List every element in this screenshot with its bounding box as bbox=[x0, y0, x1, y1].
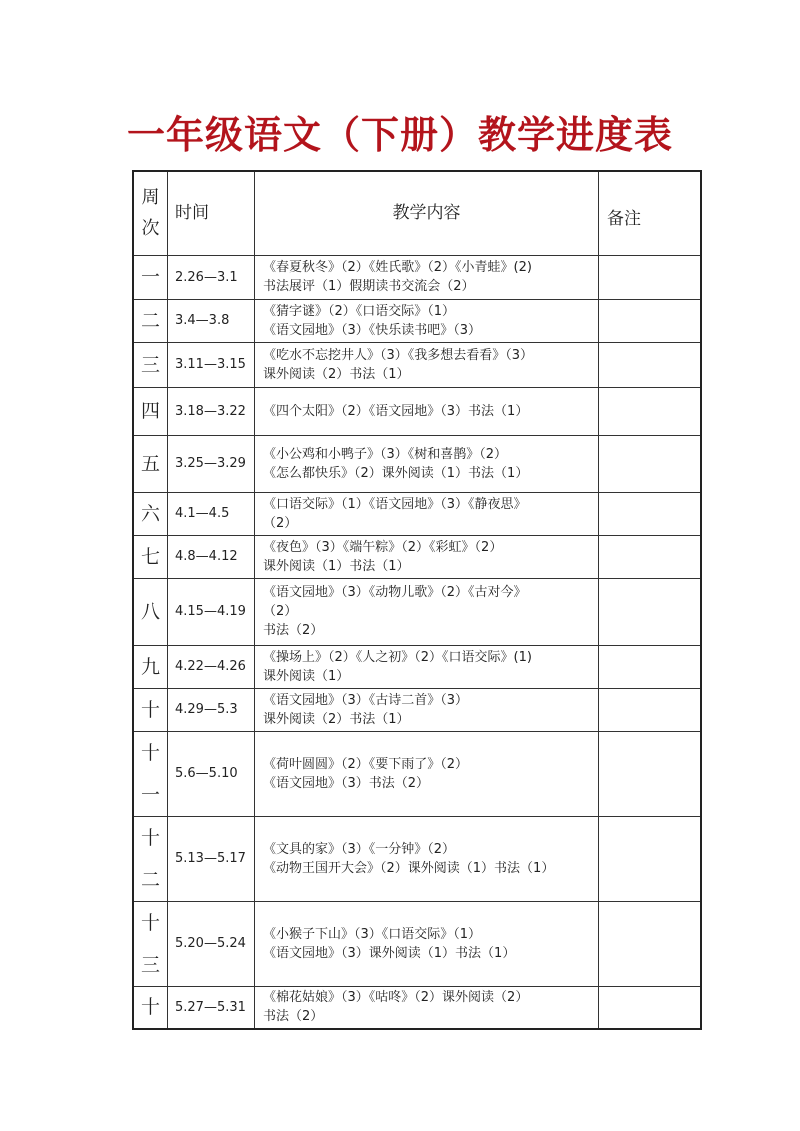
content-line: 书法（2） bbox=[263, 623, 324, 638]
time-cell: 3.25—3.29 bbox=[168, 435, 255, 492]
time-cell: 4.22—4.26 bbox=[168, 645, 255, 688]
content-line: 《吃水不忘挖井人》（3）《我多想去看看》（3） bbox=[263, 347, 534, 363]
week-cell: 五 bbox=[133, 435, 168, 492]
table-row bbox=[133, 645, 701, 688]
week-cell: 三 bbox=[133, 342, 168, 387]
content-line: 《语文园地》（3）书法（2） bbox=[263, 775, 430, 791]
content-cell bbox=[255, 342, 599, 387]
time-cell: 5.6—5.10 bbox=[168, 731, 255, 816]
note-cell bbox=[599, 986, 702, 1029]
week-cell: 九 bbox=[133, 645, 168, 688]
content-line: 课外阅读（1）书法（1） bbox=[263, 558, 410, 574]
teaching-schedule-table bbox=[132, 170, 702, 1030]
week-cell: 七 bbox=[133, 535, 168, 578]
content-cell bbox=[255, 688, 599, 731]
time-cell: 3.4—3.8 bbox=[168, 299, 255, 342]
table-row bbox=[133, 578, 701, 645]
note-cell bbox=[599, 816, 702, 901]
table-header-row bbox=[133, 171, 701, 255]
time-cell: 2.26—3.1 bbox=[168, 255, 255, 299]
content-line: 《棉花姑娘》（3）《咕咚》（2）课外阅读（2） bbox=[263, 990, 529, 1006]
content-line: 《语文园地》（3）课外阅读（1）书法（1） bbox=[263, 945, 516, 961]
week-cell: 四 bbox=[133, 387, 168, 435]
content-cell bbox=[255, 816, 599, 901]
content-line: 《猜字谜》（2）《口语交际》（1） bbox=[263, 303, 456, 319]
content-line: 《四个太阳》（2）《语文园地》（3）书法（1） bbox=[263, 403, 529, 419]
note-cell bbox=[599, 535, 702, 578]
content-cell bbox=[255, 731, 599, 816]
header-content: 教学内容 bbox=[255, 171, 599, 255]
table-row bbox=[133, 492, 701, 535]
note-cell bbox=[599, 645, 702, 688]
content-cell bbox=[255, 645, 599, 688]
time-cell: 4.1—4.5 bbox=[168, 492, 255, 535]
note-cell bbox=[599, 299, 702, 342]
content-line: （2） bbox=[263, 604, 298, 619]
week-cell: 二 bbox=[133, 299, 168, 342]
note-cell bbox=[599, 387, 702, 435]
table-row bbox=[133, 435, 701, 492]
week-cell: 十 一 bbox=[133, 731, 168, 816]
note-cell bbox=[599, 578, 702, 645]
note-cell bbox=[599, 255, 702, 299]
week-cell: 一 bbox=[133, 255, 168, 299]
content-cell bbox=[255, 578, 599, 645]
header-note: 备注 bbox=[599, 171, 702, 255]
content-line: 书法展评（1）假期读书交流会（2） bbox=[263, 279, 475, 294]
content-line: 《小猴子下山》（3）《口语交际》（1） bbox=[263, 926, 482, 942]
content-line: 课外阅读（1） bbox=[263, 668, 350, 684]
time-cell: 5.27—5.31 bbox=[168, 986, 255, 1029]
week-cell: 十 三 bbox=[133, 901, 168, 986]
content-line: 《夜色》（3）《端午粽》（2）《彩虹》（2） bbox=[263, 539, 503, 555]
table-row bbox=[133, 342, 701, 387]
table-row bbox=[133, 688, 701, 731]
content-cell bbox=[255, 299, 599, 342]
content-line: 《怎么都快乐》（2）课外阅读（1）书法（1） bbox=[263, 465, 529, 481]
week-cell: 六 bbox=[133, 492, 168, 535]
table-row bbox=[133, 387, 701, 435]
content-cell bbox=[255, 901, 599, 986]
time-cell: 4.15—4.19 bbox=[168, 578, 255, 645]
header-time: 时间 bbox=[168, 171, 255, 255]
table-row bbox=[133, 299, 701, 342]
content-line: 《口语交际》（1）《语文园地》（3）《静夜思》 bbox=[263, 496, 527, 512]
time-cell: 3.11—3.15 bbox=[168, 342, 255, 387]
content-line: 《小公鸡和小鸭子》（3）《树和喜鹊》（2） bbox=[263, 446, 508, 462]
document-title: 一年级语文（下册）教学进度表 bbox=[126, 113, 673, 157]
time-cell: 4.8—4.12 bbox=[168, 535, 255, 578]
time-cell: 5.20—5.24 bbox=[168, 901, 255, 986]
table-row bbox=[133, 255, 701, 299]
table-row bbox=[133, 816, 701, 901]
time-cell: 3.18—3.22 bbox=[168, 387, 255, 435]
week-cell: 十 bbox=[133, 986, 168, 1029]
week-cell: 十 二 bbox=[133, 816, 168, 901]
content-line: 《语文园地》（3）《古诗二首》（3） bbox=[263, 692, 469, 708]
content-line: （2） bbox=[263, 515, 298, 531]
content-cell bbox=[255, 387, 599, 435]
content-line: 《操场上》（2）《人之初》（2）《口语交际》(1) bbox=[263, 649, 532, 665]
time-cell: 4.29—5.3 bbox=[168, 688, 255, 731]
note-cell bbox=[599, 688, 702, 731]
content-line: 书法（2） bbox=[263, 1009, 324, 1025]
week-cell: 八 bbox=[133, 578, 168, 645]
content-line: 《动物王国开大会》（2）课外阅读（1）书法（1） bbox=[263, 860, 555, 876]
content-line: 《文具的家》（3）《一分钟》（2） bbox=[263, 841, 456, 857]
content-cell bbox=[255, 535, 599, 578]
content-line: 《荷叶圆圆》（2）《要下雨了》（2） bbox=[263, 756, 469, 772]
note-cell bbox=[599, 731, 702, 816]
content-cell bbox=[255, 986, 599, 1029]
note-cell bbox=[599, 901, 702, 986]
note-cell bbox=[599, 492, 702, 535]
content-line: 课外阅读（2）书法（1） bbox=[263, 366, 410, 382]
content-line: 《春夏秋冬》（2）《姓氏歌》（2）《小青蛙》(2) bbox=[263, 260, 532, 275]
table-row bbox=[133, 731, 701, 816]
table-row bbox=[133, 986, 701, 1029]
content-cell bbox=[255, 492, 599, 535]
content-line: 《语文园地》（3）《快乐读书吧》（3） bbox=[263, 322, 482, 338]
content-line: 课外阅读（2）书法（1） bbox=[263, 711, 410, 727]
content-cell bbox=[255, 435, 599, 492]
table-row bbox=[133, 535, 701, 578]
note-cell bbox=[599, 435, 702, 492]
table-row bbox=[133, 901, 701, 986]
content-line: 《语文园地》（3）《动物儿歌》（2）《古对今》 bbox=[263, 585, 527, 600]
note-cell bbox=[599, 342, 702, 387]
time-cell: 5.13—5.17 bbox=[168, 816, 255, 901]
header-week: 周 次 bbox=[133, 171, 168, 255]
content-cell bbox=[255, 255, 599, 299]
week-cell: 十 bbox=[133, 688, 168, 731]
